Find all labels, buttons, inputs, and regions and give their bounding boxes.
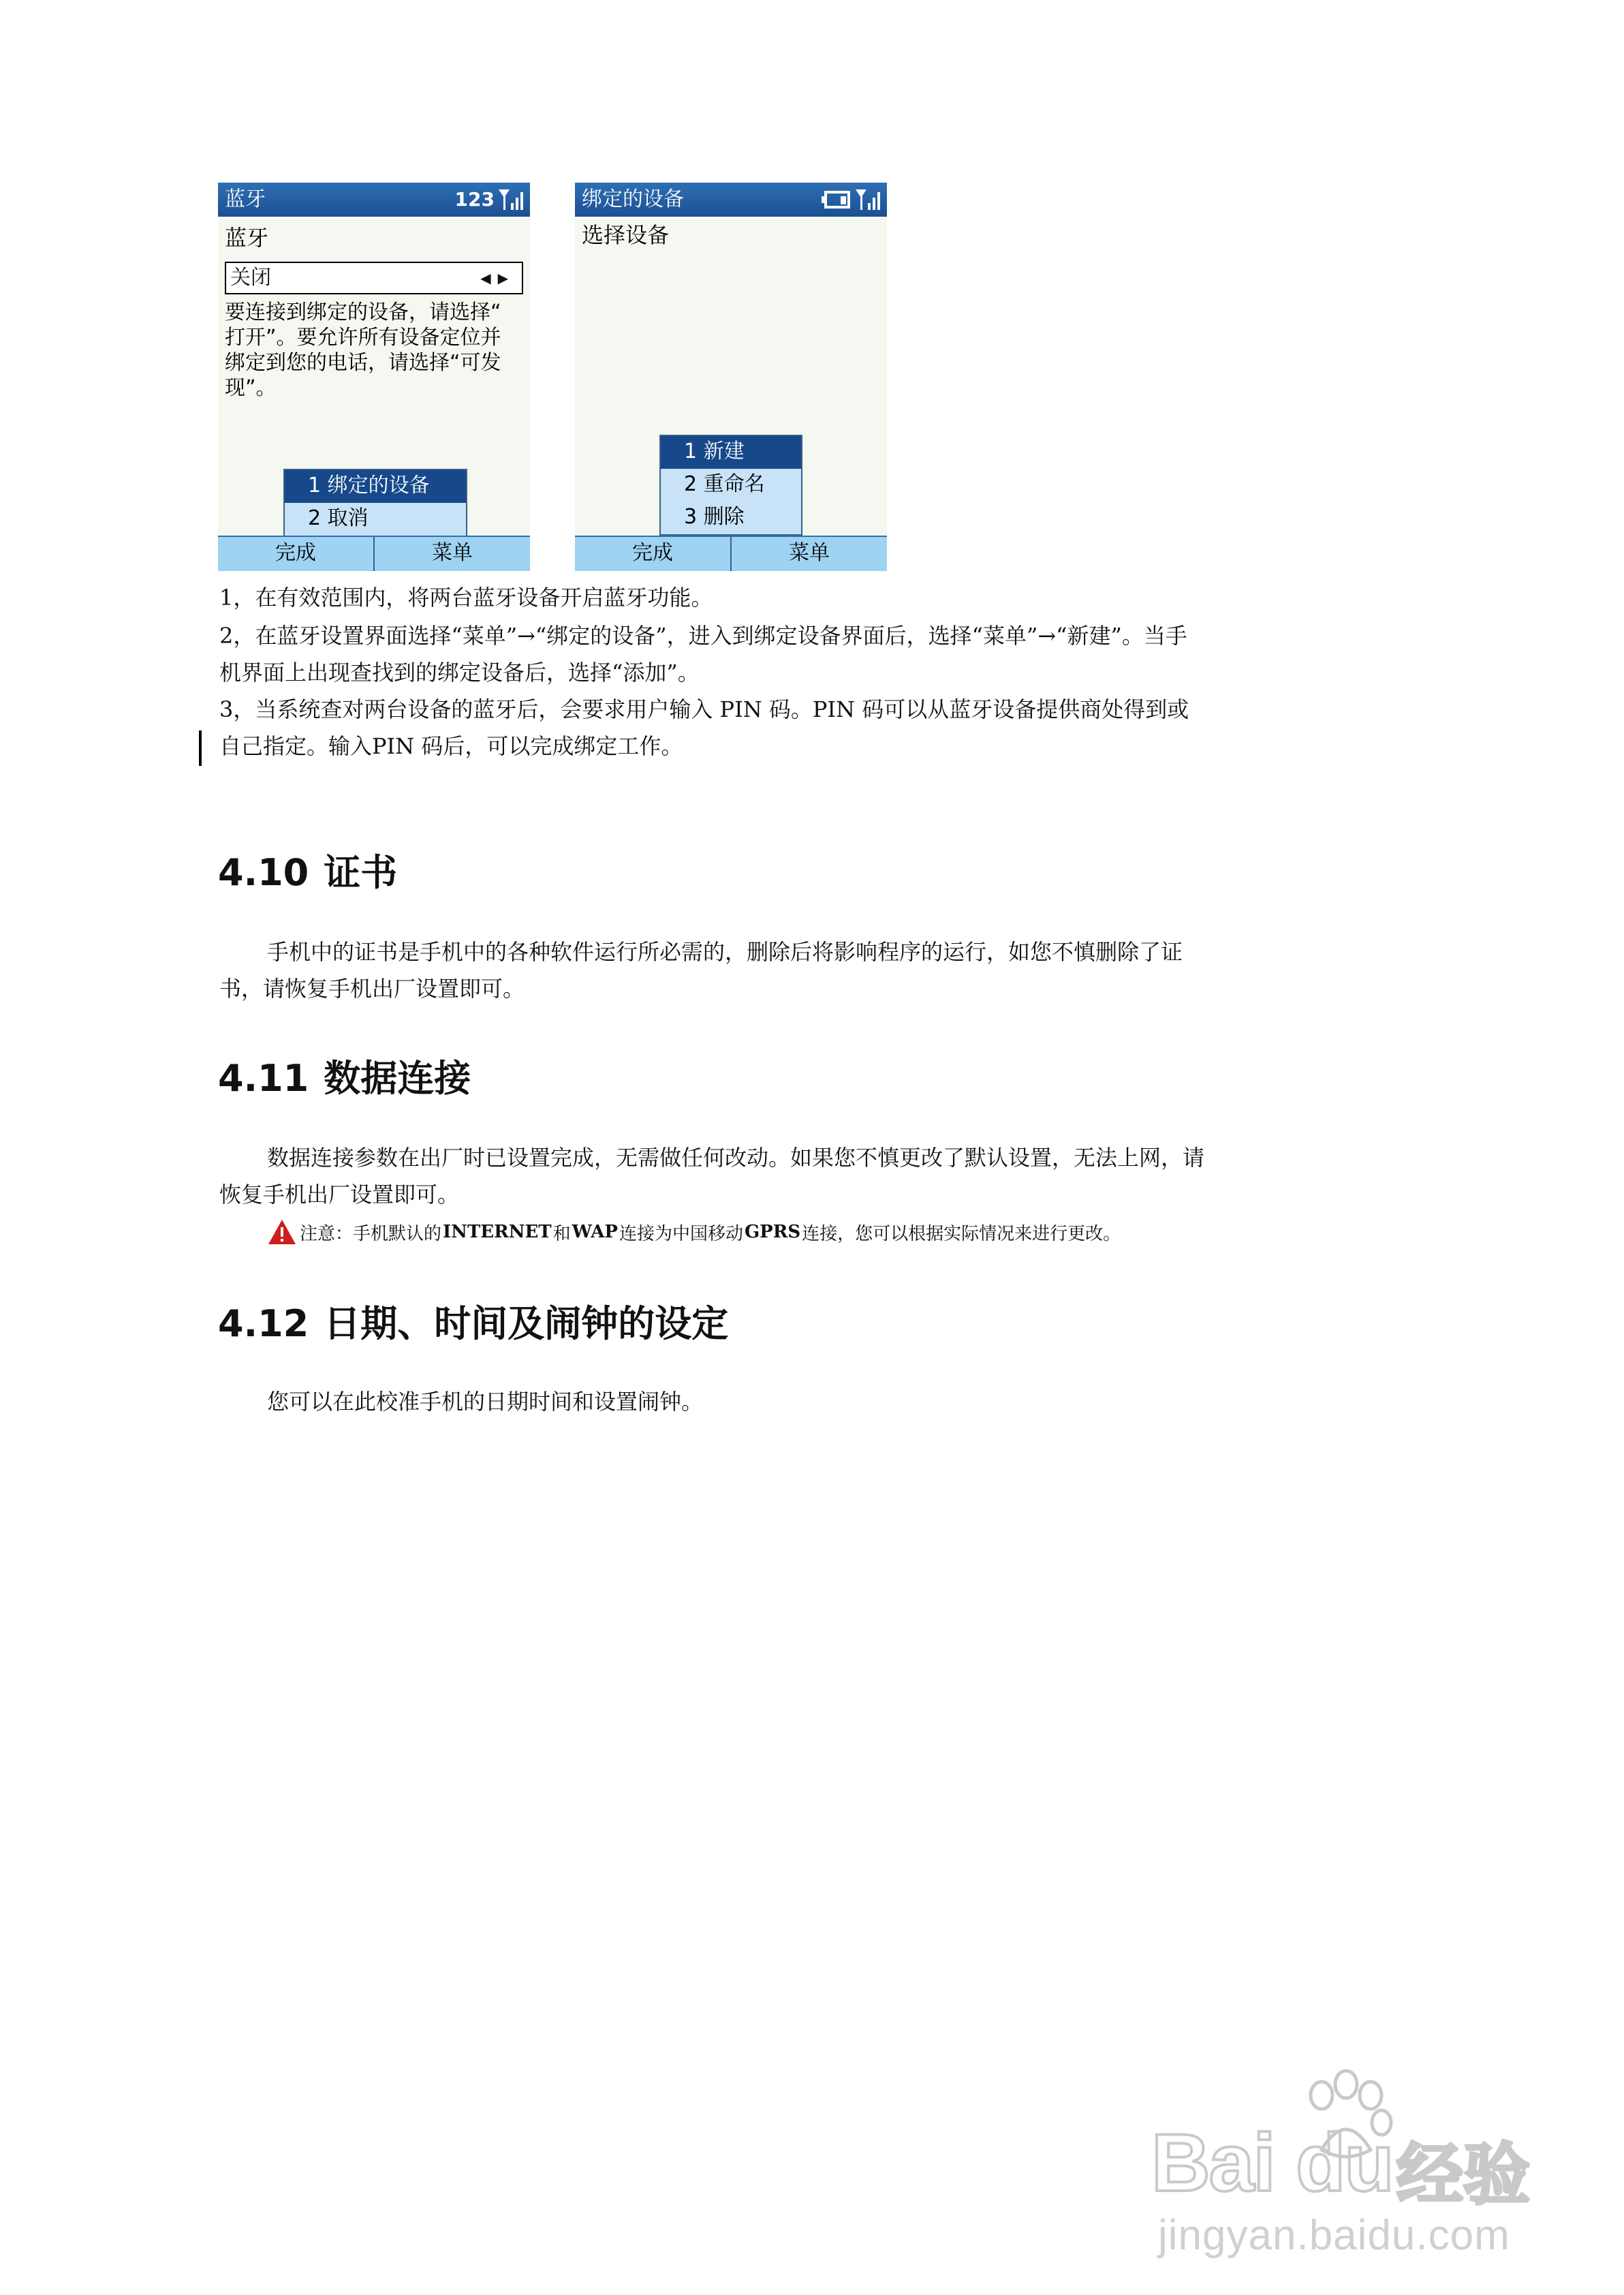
menu-item-delete[interactable]: 3 删除 <box>684 505 745 529</box>
note-internet: INTERNET <box>443 1222 552 1242</box>
battery-icon <box>820 189 852 210</box>
popup-menu <box>283 469 467 537</box>
bluetooth-mode-select[interactable] <box>225 262 523 294</box>
step-2-text: 2，在蓝牙设置界面选择“菜单”→“绑定的设备”，进入到绑定设备界面后，选择“菜单”→“新建”。当手机界面上出现查找到的绑定设备后，选择“添加”。 <box>219 623 1187 686</box>
bluetooth-titlebar <box>218 183 530 217</box>
note-text: 连接为中国移动 <box>619 1223 743 1244</box>
menu-item-new[interactable]: 1 新建 <box>661 436 801 469</box>
signal-icon <box>497 187 525 213</box>
note-text: 注意：手机默认的 <box>300 1223 442 1244</box>
watermark-brand: Bai du <box>1151 2117 1393 2208</box>
input-mode-indicator: 123 <box>454 188 495 211</box>
softkey-bar <box>575 536 887 571</box>
watermark-url: jingyan.baidu.com <box>1158 2212 1510 2259</box>
screen-instructions <box>225 300 525 401</box>
menu-softkey[interactable]: 菜单 <box>730 537 887 571</box>
section-number: 4.10 <box>218 851 309 894</box>
section-number: 4.12 <box>218 1302 309 1345</box>
done-softkey[interactable]: 完成 <box>632 541 673 565</box>
section-title: 日期、时间及闹钟的设定 <box>324 1301 729 1345</box>
bluetooth-mode-value: 关闭 <box>230 266 271 290</box>
section-heading-4-10 <box>218 844 397 896</box>
section-title: 证书 <box>324 850 398 894</box>
baidu-jingyan-watermark <box>1151 2068 1560 2273</box>
instruction-line: 要连接到绑定的设备，请选择“ <box>225 301 501 324</box>
step-1-text: 1，在有效范围内，将两台蓝牙设备开启蓝牙功能。 <box>219 585 713 611</box>
screen-title: 蓝牙 <box>225 187 266 211</box>
warning-icon <box>267 1218 297 1246</box>
bonded-devices-titlebar <box>575 183 887 217</box>
screen-heading: 选择设备 <box>582 222 670 248</box>
menu-item-bonded-devices[interactable]: 1 绑定的设备 <box>285 470 466 503</box>
status-area <box>455 183 525 217</box>
screen-title: 绑定的设备 <box>582 187 684 211</box>
signal-icon <box>854 187 881 213</box>
revision-change-bar <box>199 730 202 766</box>
screen-heading: 蓝牙 <box>225 225 269 251</box>
status-area <box>820 183 881 217</box>
menu-item-rename[interactable]: 2 重命名 <box>684 472 765 496</box>
section-title: 数据连接 <box>324 1056 471 1100</box>
menu-item-cancel[interactable]: 2 取消 <box>308 506 369 530</box>
instruction-line: 绑定到您的电话，请选择“可发 <box>225 351 501 375</box>
menu-softkey[interactable]: 菜单 <box>373 537 530 571</box>
gprs-note <box>267 1218 1121 1246</box>
instruction-line: 现”。 <box>225 376 277 400</box>
section-body-4-11: 数据连接参数在出厂时已设置完成，无需做任何改动。如果您不慎更改了默认设置，无法上网，请恢复手机出厂设置即可。 <box>219 1145 1205 1207</box>
bonded-devices-screen <box>575 183 887 571</box>
section-body-4-10: 手机中的证书是手机中的各种软件运行所必需的，删除后将影响程序的运行，如您不慎删除了证书，请恢复手机出厂设置即可。 <box>219 939 1183 1002</box>
step-3-text: 3，当系统查对两台设备的蓝牙后，会要求用户输入 PIN 码。PIN 码可以从蓝牙设备提供商处得到或自己指定。输入PIN 码后，可以完成绑定工作。 <box>219 696 1189 759</box>
note-wap: WAP <box>572 1222 618 1242</box>
note-text: 连接，您可以根据实际情况来进行更改。 <box>802 1223 1121 1244</box>
softkey-bar <box>218 536 530 571</box>
watermark-suffix: 经验 <box>1396 2136 1531 2214</box>
bluetooth-screen <box>218 183 530 571</box>
instruction-line: 打开”。要允许所有设备定位并 <box>225 326 501 350</box>
note-text: 和 <box>552 1223 571 1244</box>
section-heading-4-12 <box>218 1295 728 1347</box>
done-softkey[interactable]: 完成 <box>275 541 316 565</box>
left-right-arrows-icon: ◀▶ <box>480 270 515 286</box>
section-number: 4.11 <box>218 1057 309 1100</box>
section-body-4-12: 您可以在此校准手机的日期时间和设置闹钟。 <box>267 1389 704 1415</box>
popup-menu <box>659 435 802 536</box>
note-gprs: GPRS <box>744 1222 801 1242</box>
section-heading-4-11 <box>218 1049 471 1102</box>
